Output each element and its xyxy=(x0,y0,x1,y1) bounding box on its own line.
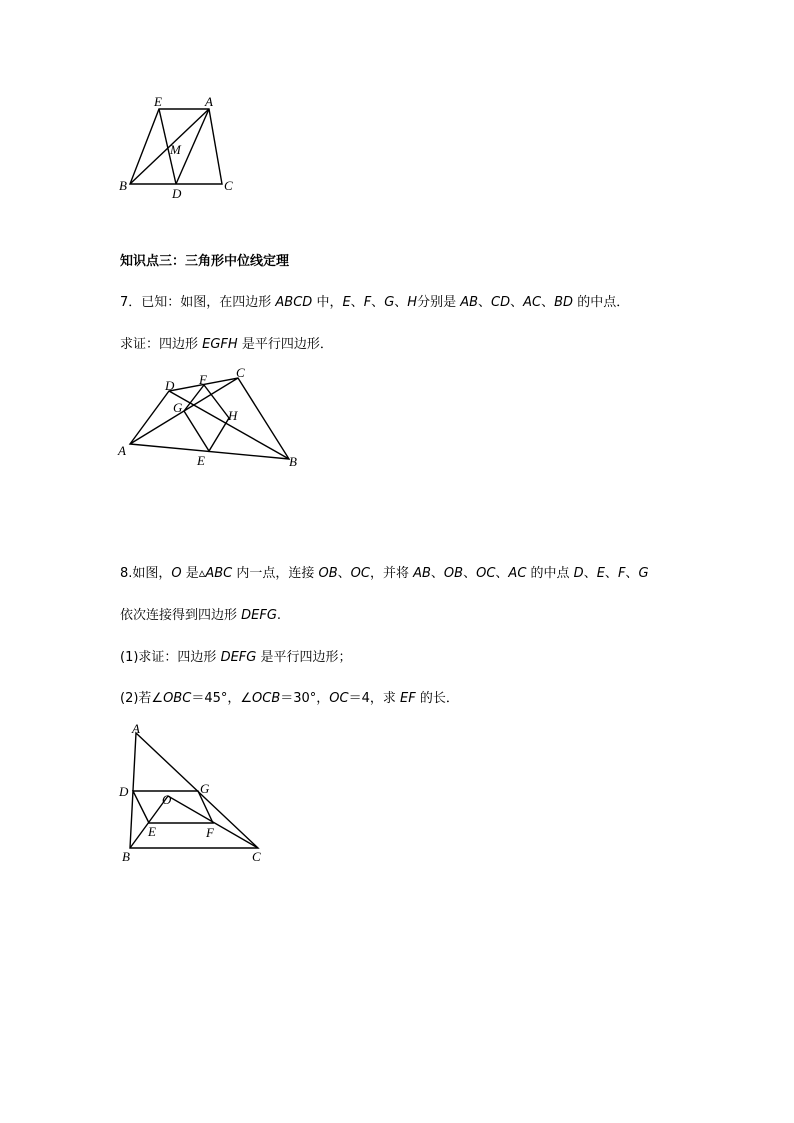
text-segment: 8.如图， xyxy=(120,566,172,581)
figure-3-label-A: A xyxy=(132,721,140,736)
q8-part1 xyxy=(120,649,351,667)
text-segment: E xyxy=(342,295,351,310)
figure-2-label-F: F xyxy=(199,372,207,387)
figure-2-label-E: E xyxy=(197,453,205,468)
figure-3-label-F: F xyxy=(206,825,214,840)
text-segment: DEFG xyxy=(241,608,277,623)
text-segment: D xyxy=(573,566,584,581)
q7-statement xyxy=(120,294,629,312)
figure-2-label-B: B xyxy=(289,454,297,469)
text-segment: 、 xyxy=(478,295,492,310)
figure-1-label-C: C xyxy=(224,178,233,193)
text-segment: OCB xyxy=(252,691,281,706)
text-segment: . xyxy=(276,608,282,623)
figure-3-label-G: G xyxy=(200,781,210,796)
text-segment: BD xyxy=(554,295,574,310)
figure-3-triangle xyxy=(110,720,280,870)
text-segment: F xyxy=(363,295,372,310)
text-segment: 的中点 xyxy=(526,566,574,581)
text-segment: 的中点． xyxy=(573,295,630,310)
text-segment: 求证：四边形 xyxy=(120,337,203,352)
text-segment: 、 xyxy=(541,295,555,310)
text-segment: 依次连接得到四边形 xyxy=(120,608,242,623)
figure-1-label-E: E xyxy=(154,94,162,109)
figure-1-trapezoid xyxy=(110,90,250,205)
figure-3-label-E: E xyxy=(148,824,156,839)
text-segment: AB xyxy=(460,295,479,310)
text-segment: ABC xyxy=(205,566,233,581)
text-segment: OC xyxy=(476,566,496,581)
text-segment: ，并将 xyxy=(369,566,414,581)
figure-2-label-G: G xyxy=(173,400,183,415)
text-segment: ＝4，求 xyxy=(348,691,401,706)
text-segment: 、 xyxy=(463,566,477,581)
figure-2-label-D: D xyxy=(165,378,175,393)
text-segment: G xyxy=(638,566,649,581)
q8-statement xyxy=(120,565,649,583)
figure-2-label-H: H xyxy=(228,408,238,423)
text-segment: OC xyxy=(350,566,370,581)
text-segment: OB xyxy=(443,566,464,581)
figure-2-label-C: C xyxy=(236,365,245,380)
text-segment: OBC xyxy=(163,691,192,706)
figure-1-label-D: D xyxy=(172,186,182,201)
text-segment: EF xyxy=(400,691,416,706)
q8-part2 xyxy=(120,690,459,708)
text-segment: OB xyxy=(318,566,338,581)
figure-2-quad-EGFH xyxy=(184,385,229,451)
text-segment: G xyxy=(384,295,395,310)
figure-3-label-O: O xyxy=(162,792,172,807)
figure-2-label-A: A xyxy=(118,443,126,458)
q7-prove xyxy=(120,336,333,354)
text-segment: O xyxy=(171,566,182,581)
figure-2-quadrilateral xyxy=(110,364,310,474)
text-segment: 是▵ xyxy=(181,566,206,581)
text-segment: 内一点，连接 xyxy=(232,566,319,581)
text-segment: H xyxy=(407,295,418,310)
text-segment: AC xyxy=(523,295,542,310)
figure-1-label-B: B xyxy=(119,178,127,193)
text-segment: 、 xyxy=(510,295,524,310)
figure-1-label-M: M xyxy=(170,142,181,157)
text-segment: 、 xyxy=(337,566,351,581)
text-segment: DEFG xyxy=(220,650,257,665)
text-segment: (1)求证：四边形 xyxy=(120,650,221,665)
text-segment: 、 xyxy=(350,295,364,310)
figure-3-label-B: B xyxy=(122,849,130,864)
text-segment: ＝30°， xyxy=(280,691,330,706)
text-segment: 、 xyxy=(430,566,444,581)
text-segment: 中， xyxy=(312,295,343,310)
text-segment: 7．已知：如图，在四边形 xyxy=(120,295,276,310)
figure-1-label-A: A xyxy=(205,94,213,109)
q8-statement-cont xyxy=(120,607,281,625)
text-segment: AC xyxy=(508,566,527,581)
text-segment: ＝45°，∠ xyxy=(191,691,253,706)
text-segment: 、 xyxy=(604,566,618,581)
section-heading: 知识点三：三角形中位线定理 xyxy=(120,254,290,269)
figure-3-label-D: D xyxy=(119,784,129,799)
text-segment: 的长． xyxy=(415,691,459,706)
text-segment: 、 xyxy=(625,566,639,581)
text-segment: 、 xyxy=(394,295,408,310)
text-segment: AB xyxy=(413,566,431,581)
figure-2-outline xyxy=(130,378,289,459)
text-segment: (2)若∠ xyxy=(120,691,164,706)
figure-3-label-C: C xyxy=(252,849,261,864)
text-segment: 是平行四边形． xyxy=(237,337,333,352)
text-segment: OC xyxy=(329,691,349,706)
text-segment: 、 xyxy=(371,295,385,310)
text-segment: CD xyxy=(491,295,511,310)
text-segment: E xyxy=(596,566,605,581)
text-segment: 是平行四边形； xyxy=(256,650,352,665)
text-segment: 、 xyxy=(495,566,509,581)
text-segment: F xyxy=(617,566,626,581)
text-segment: 分别是 xyxy=(417,295,461,310)
figure-1-segment-DA xyxy=(176,109,209,184)
text-segment: EGFH xyxy=(202,337,238,352)
text-segment: 、 xyxy=(583,566,597,581)
text-segment: ABCD xyxy=(275,295,313,310)
